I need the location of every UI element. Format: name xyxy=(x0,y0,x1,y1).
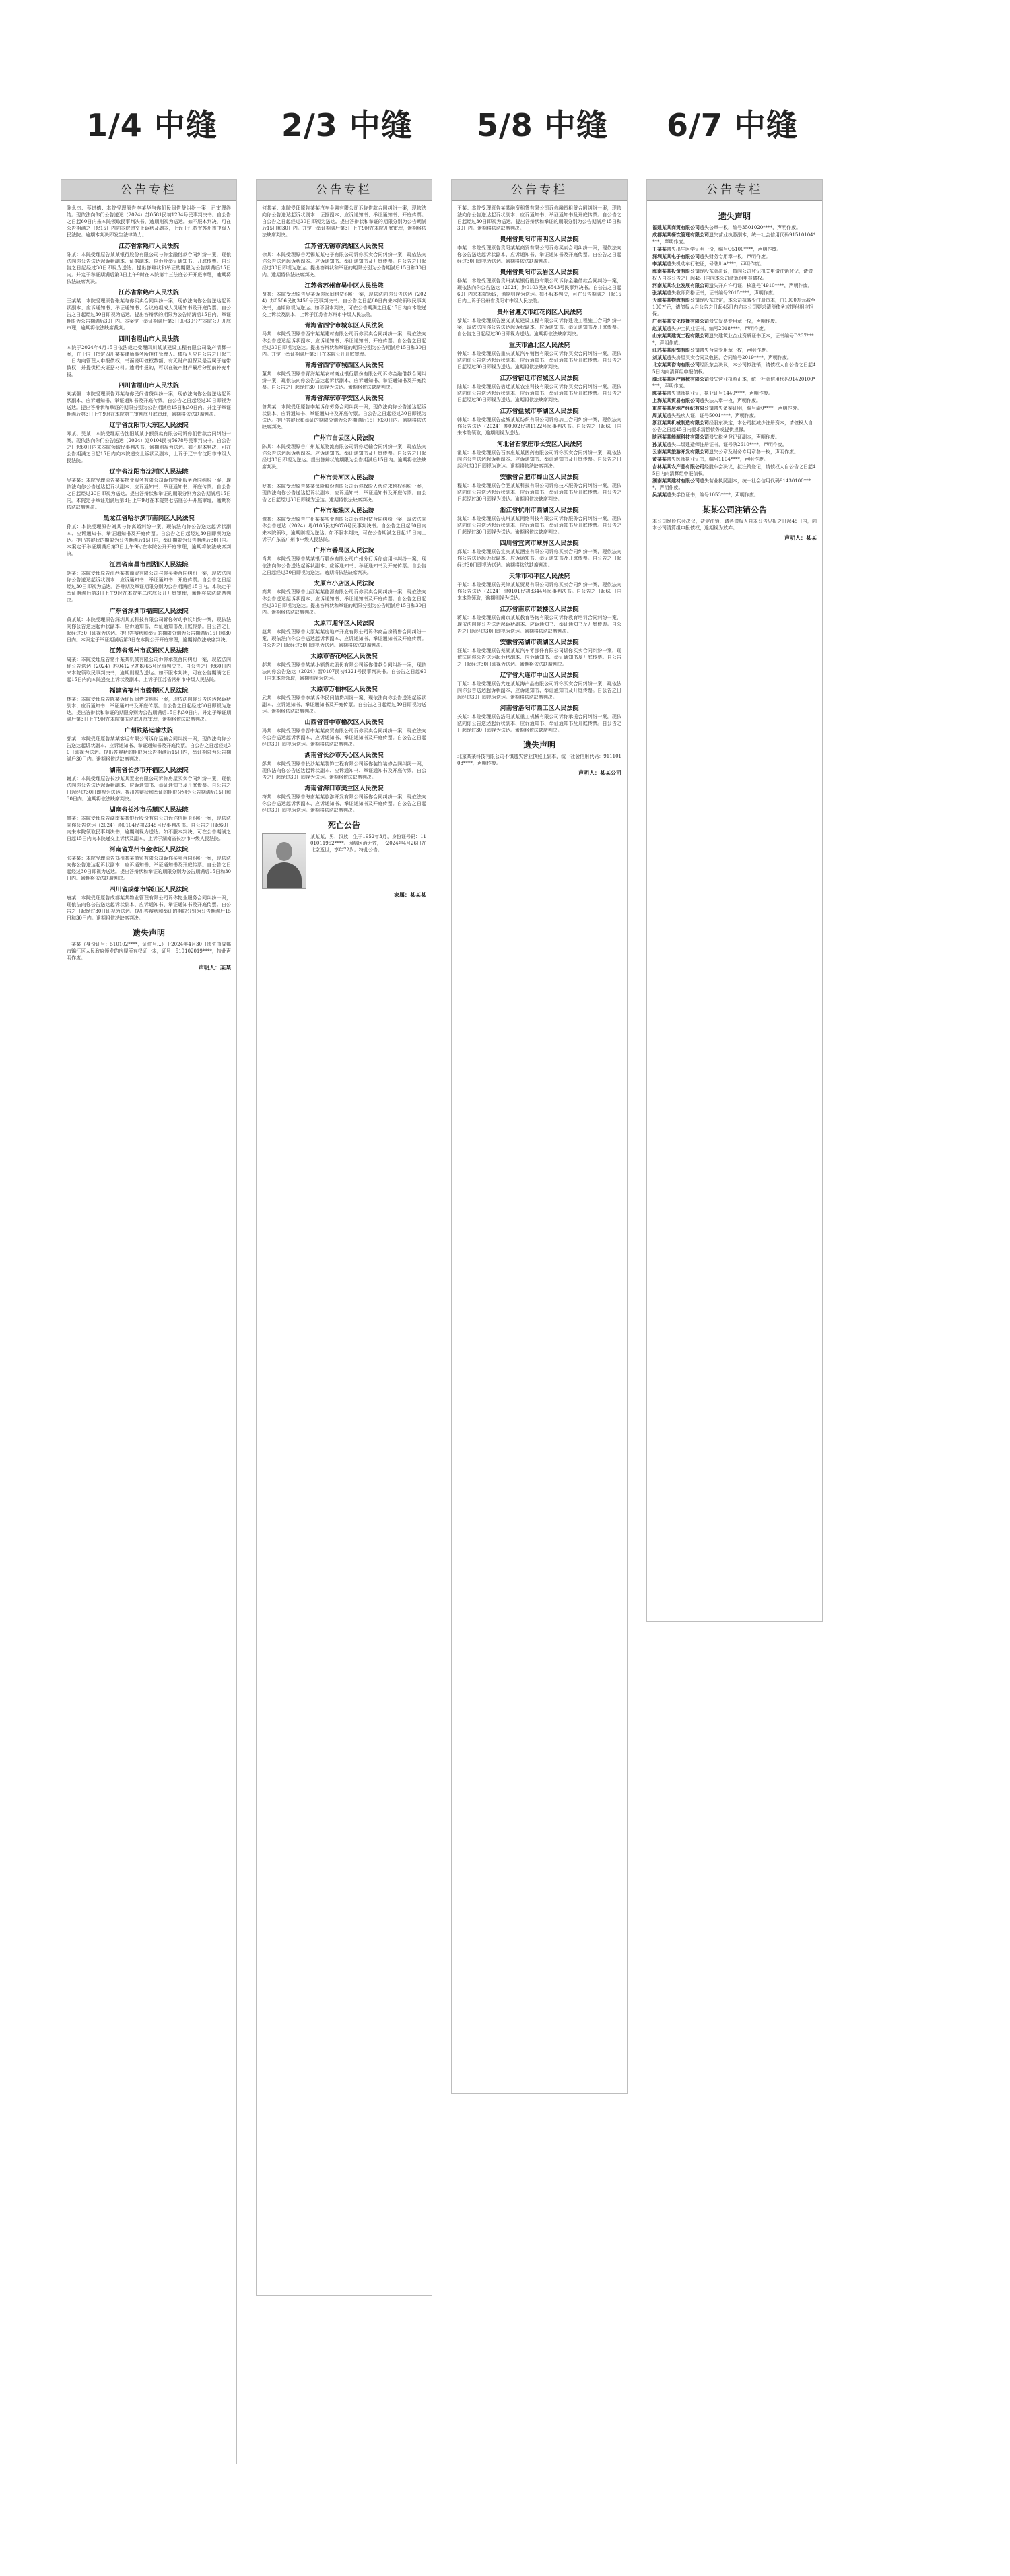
notice-text: 张某某：本院受理原告郑州某某商贸有限公司诉你买卖合同纠纷一案，现依法向你公告送达起诉状副本、应诉通知书、举证通知书及开庭传票。自公告之日起经过30日即视为送达。提出答辩状和举证的期限分别为公告期满后15日和30日内。逾期将依法缺席判决。 xyxy=(67,856,231,881)
lost-notice-text: 遗失机动车行驶证，号牌川A****，声明作废。 xyxy=(667,261,765,267)
notice-text: 罗某：本院受理原告某某保险股份有限公司诉你保险人代位求偿权纠纷一案，现依法向你公告送达起诉状副本、应诉通知书、举证通知书及开庭传票。自公告之日起经过30日即视为送达。逾期将依法缺席判决。 xyxy=(262,484,426,503)
lost-notice-text: 遗失医师执业证书，编号1104****，声明作废。 xyxy=(667,457,768,462)
notice-text: 沈某：本院受理原告杭州某某网络科技有限公司诉你服务合同纠纷一案，现依法向你公告送达起诉状副本、应诉通知书、举证通知书及开庭传票。自公告之日起经过30日即视为送达。逾期将依法缺席判决。 xyxy=(457,516,621,535)
notice-text: 赵某：本院受理原告太原某某房地产开发有限公司诉你商品房销售合同纠纷一案，现依法向你公告送达起诉状副本、应诉通知书、举证通知书及开庭传票。自公告之日起经过30日即视为送达。逾期将依法缺席判决。 xyxy=(262,629,426,648)
court-name: 黑龙江省哈尔滨市南岗区人民法院 xyxy=(103,515,195,522)
notice-item xyxy=(262,653,426,682)
court-name: 太原市迎泽区人民法院 xyxy=(313,620,374,627)
closing-text: 王某某（身份证号：510102****，证件号...）于2024年4月30日遗失由成都市锦江区人民政府颁发的房屋所有权证一本，证号：510102019****，特此声明作废。 xyxy=(67,942,231,961)
notice-item xyxy=(67,289,231,331)
lost-notice-text: 经股东会决议，本公司拟注销，请债权人自公告之日起45日内向清算组申报债权。 xyxy=(652,362,816,375)
notice-text: 谭某：本院受理原告广州某某实业有限公司诉你租赁合同纠纷一案，现依法向你公告送达（2024）粤0105民初9876号民事判决书。自公告之日起60日内来本院领取，逾期则视为送达。如不服本判决，可在公告期满之日起15日内上诉于广东省广州市中级人民法院。 xyxy=(262,517,426,542)
lost-notice-item xyxy=(652,268,817,282)
notice-item xyxy=(457,342,621,371)
notice-text: 杨某：本院受理原告贵州某某银行股份有限公司诉你金融借款合同纠纷一案，现依法向你公告送达（2024）黔0103民初6543号民事判决书。自公告之日起60日内来本院领取，逾期则视为送达。如不服本判决，可在公告期满之日起15日内上诉于贵州省贵阳市中级人民法院。 xyxy=(457,278,621,304)
notice-text: 胡某：本院受理原告江西某某商贸有限公司与你买卖合同纠纷一案，现依法向你公告送达起诉状副本、应诉通知书、举证通知书、开庭传票。自公告之日起经过30日即视为送达。答辩期及举证期限分别为公告期满后15日内。本院定于举证期满后第3日上午9时在本院第二法庭公开开庭审理，逾期将依法缺席判决。 xyxy=(67,571,231,603)
court-name: 江苏省宿迁市宿城区人民法院 xyxy=(500,375,579,382)
lost-notice-name: 湖南某某建材有限公司 xyxy=(652,478,700,484)
court-name: 辽宁省大连市中山区人民法院 xyxy=(500,672,579,679)
lost-notice-name: 黄某某 xyxy=(652,457,667,462)
lost-notice-name: 北京某某咨询有限公司 xyxy=(652,362,700,368)
notice-item xyxy=(262,474,426,503)
lost-notice-item xyxy=(652,224,817,231)
lost-notice-name: 海南某某投资有限公司 xyxy=(652,269,700,274)
signer: 声明人：某某 xyxy=(199,965,231,971)
lost-notice-text: 遗失营业执照副本，统一社会信用代码91430100****，声明作废。 xyxy=(652,478,811,490)
notice-text: 陈永杰、蔡进德：本院受理原告李某华与你们民间借贷纠纷一案，已审理终结。现依法向你们公告送达（2024）苏0581民初1234号民事判决书。自公告之日起60日内来本院领取民事判决书，逾期则视为送达。如不服本判决，可在公告期满之日起15日内向本院递交上诉状及副本，上诉于江苏省苏州市中级人民法院。逾期本判决即发生法律效力。 xyxy=(67,205,231,238)
court-name: 贵州省贵阳市云岩区人民法院 xyxy=(500,269,579,276)
court-name: 江苏省常熟市人民法院 xyxy=(118,290,179,296)
court-name: 湖南省长沙市开福区人民法院 xyxy=(109,767,189,774)
lost-notice-list xyxy=(652,224,817,498)
court-name: 四川省成都市锦江区人民法院 xyxy=(109,887,189,893)
notice-item xyxy=(67,687,231,723)
notice-item xyxy=(67,335,231,378)
notice-item xyxy=(262,395,426,430)
lost-notice-name: 云南某某旅游开发有限公司 xyxy=(652,449,709,455)
lost-notice-text: 遗失发票专用章一枚，声明作废。 xyxy=(709,319,780,324)
notice-item xyxy=(67,727,231,763)
lost-notice-name: 吴某某 xyxy=(652,492,667,498)
court-name: 辽宁省沈阳市沈河区人民法院 xyxy=(109,469,189,476)
notice-text: 曾某某：本院受理原告李某诉你劳务合同纠纷一案，现依法向你公告送达起诉状副本、应诉通知书、举证通知书及开庭传票。自公告之日起经过30日即视为送达。提出答辩状和举证的期限分别为公告期满后15日和30日内。逾期将依法缺席判决。 xyxy=(262,404,426,430)
subsection-title: 遗失声明 xyxy=(718,212,751,221)
signer: 声明人：某某公司 xyxy=(578,770,621,776)
notice-item xyxy=(457,474,621,503)
lost-notice-item xyxy=(652,246,817,253)
notice-text: 武某：本院受理原告李某诉你民间借贷纠纷一案，现依法向你公告送达起诉状副本、应诉通知书、举证通知书及开庭传票。自公告之日起经过30日即视为送达。逾期将依法缺席判决。 xyxy=(262,695,426,714)
lost-notice-text: 经股东会决议，拟注销登记，请债权人自公告之日起45日内向清算组申报债权。 xyxy=(652,464,816,476)
lost-notice-text: 遗失房屋买卖合同及收据，合同编号2019****，声明作废。 xyxy=(667,355,792,360)
court-name: 四川省宜宾市翠屏区人民法院 xyxy=(500,540,579,547)
lost-notice-item xyxy=(652,492,817,498)
column-header: 公告专栏 xyxy=(257,180,432,201)
lost-notice-text: 遗失公章及财务专用章各一枚，声明作废。 xyxy=(709,449,799,455)
notice-item xyxy=(457,375,621,404)
notice-item xyxy=(262,620,426,649)
notice-item xyxy=(457,236,621,265)
column-body xyxy=(257,201,432,903)
notice-item xyxy=(67,767,231,802)
notice-item xyxy=(457,408,621,437)
column-body xyxy=(452,201,627,781)
court-name: 河南省郑州市金水区人民法院 xyxy=(109,847,189,854)
lost-notice-name: 上海某某贸易有限公司 xyxy=(652,398,700,404)
court-name: 海南省海口市美兰区人民法院 xyxy=(304,785,384,792)
lost-notice-name: 浙江某某机械制造有限公司 xyxy=(652,420,709,426)
closing-text: 本公司经股东会决议，决定注销，请各债权人自本公告见报之日起45日内，向本公司清算组申报债权，逾期视为放弃。 xyxy=(652,519,817,531)
notice-item xyxy=(67,846,231,882)
notice-text: 符某：本院受理原告海南某某旅游开发有限公司诉你合同纠纷一案，现依法向你公告送达起诉状副本、应诉通知书、举证通知书及开庭传票。自公告之日起经过30日即视为送达。逾期将依法缺席判决。 xyxy=(262,794,426,813)
notice-item xyxy=(67,608,231,643)
notice-item xyxy=(262,547,426,576)
notice-text: 马某：本院受理原告西宁某某建材有限公司诉你买卖合同纠纷一案，现依法向你公告送达起诉状副本、应诉通知书、举证通知书、开庭传票。自公告之日起经过30日即视为送达。提出答辩状和举证的期限分别为公告期满后15日和30日内。并定于举证期满后第3日在本院公开开庭审理。 xyxy=(262,331,426,357)
lost-notice-item xyxy=(652,347,817,354)
notice-item xyxy=(457,540,621,569)
notice-list xyxy=(457,205,621,734)
court-name: 广州市海珠区人民法院 xyxy=(313,508,374,515)
portrait-photo xyxy=(262,833,306,889)
notice-text: 林某：本院受理原告陈某诉你民间借贷纠纷一案，现依法向你公告送达起诉状副本、应诉通知书、举证通知书及开庭传票。自公告之日起经过30日即视为送达。提出答辩状和举证的期限分别为公告期满后15日和30日内。并定于举证期满后第3日上午9时在本院第五法庭开庭审理，逾期将依法缺席判决。 xyxy=(67,697,231,722)
lost-notice-name: 孙某某 xyxy=(652,442,667,447)
notice-text: 董某：本院受理原告青海某某农村商业银行股份有限公司诉你金融借款合同纠纷一案，现依法向你公告送达起诉状副本、应诉通知书、举证通知书及开庭传票。自公告之日起经过30日即视为送达。逾期将依法缺席判决。 xyxy=(262,371,426,390)
court-name: 江苏省常州市武进区人民法院 xyxy=(109,648,189,655)
notice-text: 本院于2024年4月15日依法裁定受理四川某某建设工程有限公司破产清算一案，并于同日指定四川某某律师事务所担任管理人。债权人应自公告之日起三十日内向管理人申报债权，书面说明债权数额、有无财产担保及是否属于连带债权，并提供相关证据材料。逾期申报的，可以在破产财产最后分配前补充申报。 xyxy=(67,345,231,377)
signer: 家属：某某某 xyxy=(394,892,426,898)
notice-item xyxy=(67,806,231,842)
notice-item xyxy=(67,468,231,511)
notice-item xyxy=(457,672,621,701)
court-name: 安徽省合肥市蜀山区人民法院 xyxy=(500,474,579,481)
court-name: 广州市番禺区人民法院 xyxy=(313,548,374,554)
court-name: 安徽省芜湖市镜湖区人民法院 xyxy=(500,639,579,646)
court-name: 太原市万柏林区人民法院 xyxy=(310,686,378,693)
notice-item xyxy=(262,785,426,814)
lost-notice-text: 遗失法人章一枚，声明作废。 xyxy=(700,398,761,404)
notice-text: 韩某：本院受理原告盐城某某纺织有限公司诉你加工合同纠纷一案，现依法向你公告送达（2024）苏0902民初1122号民事判决书。自公告之日起60日内来本院领取，逾期则视为送达。 xyxy=(457,417,621,436)
court-name: 太原市杏花岭区人民法院 xyxy=(310,653,378,660)
notice-item xyxy=(262,507,426,543)
notice-item xyxy=(67,205,231,238)
lost-notice-name: 陕西某某能源科技有限公司 xyxy=(652,434,709,440)
column-header: 公告专栏 xyxy=(61,180,236,201)
lost-notice-name: 河南某某农业发展有限公司 xyxy=(652,283,709,288)
lost-notice-text: 经股东决定，本公司拟减少注册资本，由1000万元减至100万元，请债权人自公告之日起45日内向本公司要求清偿债务或提供相应担保。 xyxy=(652,298,815,317)
notice-item xyxy=(457,705,621,734)
court-name: 湖南省长沙市天心区人民法院 xyxy=(304,752,384,759)
notice-text: 王某某：本院受理原告张某与你买卖合同纠纷一案，现依法向你公告送达起诉状副本、应诉通知书、举证通知书、合议庭组成人员通知书及开庭传票。自公告之日起经过30日即视为送达。提出答辩状的期限为公告期满后15日内，举证期限为公告期满后30日内。本案定于举证期满后第3日9时30分在本院公开开庭审理，逾期将依法缺席裁判。 xyxy=(67,298,231,331)
lost-notice-name: 湖北某某医疗器械有限公司 xyxy=(652,377,709,382)
notice-text: 程某：本院受理原告合肥某某科技有限公司诉你技术服务合同纠纷一案，现依法向你公告送达起诉状副本、应诉通知书、举证通知书及开庭传票。自公告之日起经过30日即视为送达。逾期将依法缺席判决。 xyxy=(457,483,621,502)
lost-notice-text: 遗失税务登记证副本，声明作废。 xyxy=(709,434,780,440)
column-label-4: 6/7 中缝 xyxy=(667,107,798,143)
lost-notice-text: 经股东决定，本公司拟减少注册资本，请债权人自公告之日起45日内要求清偿债务或提供担保。 xyxy=(652,420,813,432)
court-name: 贵州省遵义市红花岗区人民法院 xyxy=(496,309,582,316)
column-label-2: 2/3 中缝 xyxy=(281,107,413,143)
column-body xyxy=(61,201,236,975)
notice-text: 郝某：本院受理原告某某小额贷款股份有限公司诉你借款合同纠纷一案，现依法向你公告送达（2024）晋0107民初4321号民事判决书。自公告之日起60日内来本院领取，逾期则视为送达。 xyxy=(262,662,426,681)
column-label-3: 5/8 中缝 xyxy=(477,107,608,143)
lost-notice-name: 山东某某建筑工程有限公司 xyxy=(652,333,709,339)
lost-notice-name: 成都某某餐饮管理有限公司 xyxy=(652,232,709,238)
notice-list xyxy=(262,205,426,814)
notice-item xyxy=(457,441,621,470)
court-name: 广州市白云区人民法院 xyxy=(313,435,374,442)
lost-notice-item xyxy=(652,290,817,296)
notice-text: 陈某：本院受理原告某某银行股份有限公司与你金融借款合同纠纷一案，现依法向你公告送达起诉状副本、证据副本、应诉及举证通知书、开庭传票。自公告之日起经过30日即视为送达。提出答辩状和举证的期限为公告期满后15日内。并定于举证期满后第3日上午9时在本院第十三法庭公开开庭审理，逾期将依法缺席判决。 xyxy=(67,252,231,284)
court-name: 江西省南昌市西湖区人民法院 xyxy=(109,562,189,569)
court-name: 青海省海东市平安区人民法院 xyxy=(304,395,384,402)
lost-notice-name: 周某某 xyxy=(652,413,667,418)
lost-notice-item xyxy=(652,434,817,441)
lost-notice-name: 李某某 xyxy=(652,261,667,267)
lost-notice-name: 陈某某 xyxy=(652,391,667,396)
notice-text: 邱某：本院受理原告宜宾某某酒业有限公司诉你买卖合同纠纷一案，现依法向你公告送达起诉状副本、应诉通知书、举证通知书及开庭传票。自公告之日起经过30日即视为送达。逾期将依法缺席判决。 xyxy=(457,549,621,568)
notice-item xyxy=(262,362,426,391)
lost-notice-text: 遗失出生医学证明一份，编号Q5100****，声明作废。 xyxy=(667,247,782,252)
lost-notice-text: 遗失律师执业证，执业证号1440****，声明作废。 xyxy=(667,391,773,396)
lost-notice-item xyxy=(652,318,817,325)
notice-item xyxy=(262,686,426,715)
lost-notice-text: 遗失合同专用章一枚，声明作废。 xyxy=(700,348,770,353)
notice-text: 高某：本院受理原告山西某某能源有限公司诉你买卖合同纠纷一案，现依法向你公告送达起诉状副本、应诉通知书、举证通知书及开庭传票。自公告之日起经过30日即视为送达。提出答辩状和举证的期限分别为公告期满后15日和30日内。逾期将依法缺席判决。 xyxy=(262,589,426,615)
notice-text: 徐某：本院受理原告无锡某某电子有限公司诉你买卖合同纠纷一案，现依法向你公告送达起诉状副本、应诉通知书、举证通知书及开庭传票。自公告之日起经过30日即视为送达。提出答辩状和举证的期限分别为公告期满后15日和30日内。逾期将依法缺席判决。 xyxy=(262,252,426,278)
notice-text: 贾某：本院受理原告吴某诉你民间借贷纠纷一案，现依法向你公告送达（2024）苏0506民初3456号民事判决书。自公告之日起60日内来本院领取民事判决书，逾期则视为送达。如不服本判决，可在公告期满之日起15日内向本院递交上诉状及副本，上诉于江苏省苏州市中级人民法院。 xyxy=(262,292,426,317)
notice-text: 郭某：本院受理原告某某客运有限公司诉你运输合同纠纷一案，现依法向你公告送达起诉状副本、应诉通知书、举证通知书及开庭传票。自公告之日起经过30日即视为送达。提出答辩状的期限为公告期满后15日内，举证期限为公告期满后30日内。逾期将依法缺席判决。 xyxy=(67,736,231,762)
court-name: 青海省西宁市城东区人民法院 xyxy=(304,323,384,329)
notice-item xyxy=(262,243,426,278)
column-3 xyxy=(451,179,628,2094)
column-label-1: 1/4 中缝 xyxy=(86,107,217,143)
lost-notice-item xyxy=(652,463,817,477)
notice-item xyxy=(262,205,426,238)
lost-notice-name: 重庆某某房地产经纪有限公司 xyxy=(652,406,714,411)
notice-item xyxy=(457,573,621,602)
court-name: 福建省福州市鼓楼区人民法院 xyxy=(109,688,189,695)
notice-text: 黎某：本院受理原告遵义某某建设工程有限公司诉你建设工程施工合同纠纷一案，现依法向你公告送达起诉状副本、应诉通知书、举证通知书及开庭传票。自公告之日起经过30日即视为送达。逾期将依法缺席判决。 xyxy=(457,318,621,337)
subsection-title: 死亡公告 xyxy=(327,820,360,830)
notice-item xyxy=(457,606,621,635)
lost-notice-text: 遗失财务专用章一枚，声明作废。 xyxy=(700,254,770,259)
court-name: 江苏省南京市鼓楼区人民法院 xyxy=(500,606,579,613)
court-name: 青海省西宁市城西区人民法院 xyxy=(304,362,384,369)
lost-notice-item xyxy=(652,412,817,419)
notice-item xyxy=(262,322,426,358)
notice-item xyxy=(67,382,231,418)
lost-notice-item xyxy=(652,297,817,317)
lost-notice-text: 遗失开户许可证，核准号J4910****，声明作废。 xyxy=(709,283,813,288)
notice-text: 陈某：本院受理原告广州某某物流有限公司诉你运输合同纠纷一案，现依法向你公告送达起诉状副本、应诉通知书、举证通知书及开庭传票。自公告之日起经过30日即视为送达。提出答辩状的期限为公告期满后15日内。逾期将依法缺席判决。 xyxy=(262,444,426,470)
lost-notice-item xyxy=(652,441,817,448)
notice-text: 彭某：本院受理原告长沙某某装饰工程有限公司诉你装饰装修合同纠纷一案，现依法向你公告送达起诉状副本、应诉通知书、举证通知书及开庭传票。自公告之日起经过30日即视为送达。逾期将依法缺席判决。 xyxy=(262,761,426,780)
lost-notice-name: 王某某 xyxy=(652,247,667,252)
court-name: 广东省深圳市福田区人民法院 xyxy=(109,608,189,615)
lost-notice-name: 赵某某 xyxy=(652,326,667,331)
lost-notice-item xyxy=(652,362,817,375)
lost-notice-text: 遗失营业执照正本，统一社会信用代码91420100****，声明作废。 xyxy=(652,377,816,389)
lost-notice-text: 遗失备案证明，编号渝0****，声明作废。 xyxy=(714,406,802,411)
court-name: 江苏省无锡市滨湖区人民法院 xyxy=(304,243,384,250)
notice-text: 李某：本院受理原告贵阳某某商贸有限公司诉你买卖合同纠纷一案，现依法向你公告送达起诉状副本、应诉通知书、举证通知书及开庭传票。自公告之日起经过30日即视为送达。逾期将依法缺席判决。 xyxy=(457,245,621,264)
obituary xyxy=(262,833,426,889)
notice-text: 肖某：本院受理原告某某银行股份有限公司广州分行诉你信用卡纠纷一案，现依法向你公告送达起诉状副本、应诉通知书、举证通知书及开庭传票。自公告之日起经过30日即视为送达。逾期将依法缺席判决。 xyxy=(262,556,426,575)
notice-text: 于某：本院受理原告天津某某贸易有限公司诉你买卖合同纠纷一案，现依法向你公告送达（2024）津0101民初3344号民事判决书。自公告之日起60日内来本院领取，逾期则视为送达。 xyxy=(457,582,621,601)
notice-item xyxy=(67,422,231,464)
column-4 xyxy=(646,179,823,1622)
notice-item xyxy=(262,282,426,318)
notice-text: 钟某：本院受理原告重庆某某汽车销售有限公司诉你买卖合同纠纷一案，现依法向你公告送达起诉状副本、应诉通知书、举证通知书及开庭传票。自公告之日起经过30日即视为送达。逾期将依法缺席判决。 xyxy=(457,351,621,370)
notice-text: 孙某：本院受理原告刘某与你离婚纠纷一案，现依法向你公告送达起诉状副本、应诉通知书、举证通知书及开庭传票。自公告之日起经过30日即视为送达。提出答辩状的期限为公告期满后15日内，举证期限为公告期满后30日内。本案定于举证期满后第3日上午9时在本院公开开庭审理，逾期将依法缺席判决。 xyxy=(67,524,231,556)
notice-text: 汪某：本院受理原告芜湖某某汽车零部件有限公司诉你买卖合同纠纷一案，现依法向你公告送达起诉状副本、应诉通知书、举证通知书及开庭传票。自公告之日起经过30日即视为送达。逾期将依法缺席判决。 xyxy=(457,648,621,667)
lost-notice-item xyxy=(652,376,817,389)
court-name: 广州市天河区人民法院 xyxy=(313,475,374,482)
court-name: 贵州省贵阳市南明区人民法院 xyxy=(500,236,579,243)
notice-item xyxy=(457,309,621,337)
court-name: 重庆市渝北区人民法院 xyxy=(508,342,570,349)
column-header: 公告专栏 xyxy=(647,180,822,201)
lost-notice-text: 遗失营业执照副本，统一社会信用代码91510104****，声明作废。 xyxy=(652,232,816,245)
lost-notice-text: 遗失二级建造师注册证书，证号陕2610****，声明作废。 xyxy=(667,442,787,447)
lost-notice-text: 经股东会决议，拟向公司登记机关申请注销登记，请债权人自本公告之日起45日内向本公司清算组申报债权。 xyxy=(652,269,813,281)
lost-notice-text: 遗失护士执业证书，编号2018****，声明作废。 xyxy=(667,326,768,331)
court-name: 广州铁路运输法院 xyxy=(124,728,173,734)
notice-text: 周某：本院受理原告常州某某机械有限公司诉你承揽合同纠纷一案，现依法向你公告送达（2024）苏0412民初8765号民事判决书。自公告之日起60日内来本院领取民事判决书，逾期则视为送达。如不服本判决，可在公告期满之日起15日内向本院递交上诉状及副本，上诉于江苏省常州市中级人民法院。 xyxy=(67,657,231,682)
column-1 xyxy=(61,179,237,2464)
notice-item xyxy=(457,205,621,232)
lost-notice-name: 深圳某某电子有限公司 xyxy=(652,254,700,259)
column-header: 公告专栏 xyxy=(452,180,627,201)
lost-notice-item xyxy=(652,325,817,332)
court-name: 山西省晋中市榆次区人民法院 xyxy=(304,719,384,726)
lost-notice-item xyxy=(652,354,817,361)
notice-item xyxy=(457,269,621,304)
lost-notice-name: 江苏某某服饰有限公司 xyxy=(652,348,700,353)
notice-item xyxy=(262,580,426,616)
notice-text: 陆某：本院受理原告宿迁某某农业科技有限公司诉你买卖合同纠纷一案，现依法向你公告送达起诉状副本、应诉通知书、举证通知书及开庭传票。自公告之日起经过30日即视为送达。逾期将依法缺席判决。 xyxy=(457,384,621,403)
notice-text: 邓某、吴某：本院受理原告沈阳某某小额贷款有限公司诉你们借款合同纠纷一案，现依法向你们公告送达（2024）辽0104民初5678号民事判决书。自公告之日起60日内来本院领取民事判决书，逾期则视为送达。如不服本判决，可在公告期满之日起15日内向本院递交上诉状及副本，上诉于辽宁省沈阳市中级人民法院。 xyxy=(67,431,231,463)
notice-item xyxy=(262,752,426,781)
court-name: 天津市和平区人民法院 xyxy=(508,573,570,580)
lost-notice-item xyxy=(652,456,817,463)
notice-item xyxy=(67,515,231,557)
notice-text: 曾某：本院受理原告湖南某某银行股份有限公司诉你信用卡纠纷一案，现依法向你公告送达（2024）湘0104民初2345号民事判决书。自公告之日起60日内来本院领取民事判决书，逾期则视为送达。如不服本判决，可在公告期满之日起15日内向本院递交上诉状及副本，上诉于湖南省长沙市中级人民法院。 xyxy=(67,816,231,841)
court-name: 江苏省盐城市亭湖区人民法院 xyxy=(500,408,579,415)
court-name: 太原市小店区人民法院 xyxy=(313,581,374,587)
notice-text: 丁某：本院受理原告大连某某海产品有限公司诉你买卖合同纠纷一案，现依法向你公告送达起诉状副本、应诉通知书、举证通知书及开庭传票。自公告之日起经过30日即视为送达。逾期将依法缺席判决。 xyxy=(457,681,621,700)
lost-notice-item xyxy=(652,253,817,260)
lost-notice-item xyxy=(652,478,817,491)
lost-notice-text: 遗失公章一枚，编号3501020****，声明作废。 xyxy=(700,225,801,230)
notice-text: 蒋某：本院受理原告南京某某教育咨询有限公司诉你教育培训合同纠纷一案，现依法向你公告送达起诉状副本、应诉通知书、举证通知书及开庭传票。自公告之日起经过30日即视为送达。逾期将依法缺席判决。 xyxy=(457,615,621,634)
lost-notice-item xyxy=(652,420,817,433)
lost-notice-item xyxy=(652,397,817,404)
column-body xyxy=(647,201,822,546)
lost-notice-name: 广州某某文化传播有限公司 xyxy=(652,319,709,324)
lost-notice-text: 遗失建筑业企业资质证书正本，证书编号D237****，声明作废。 xyxy=(652,333,814,346)
column-2 xyxy=(256,179,432,2296)
notice-text: 吴某某：本院受理原告某某物业服务有限公司诉你物业服务合同纠纷一案，现依法向你公告送达起诉状副本、应诉通知书、举证通知书、开庭传票。自公告之日起经过30日即视为送达。提出答辩状和举证的期限分别为公告期满后15日内。本院定于举证期满后第3日上午9时在本院第七法庭公开开庭审理，逾期将依法缺席判决。 xyxy=(67,478,231,510)
court-name: 江苏省苏州市吴中区人民法院 xyxy=(304,283,384,290)
notice-item xyxy=(67,561,231,604)
notice-text: 王某：本院受理原告某某融资租赁有限公司诉你融资租赁合同纠纷一案，现依法向你公告送达起诉状副本、应诉通知书、举证通知书及开庭传票。自公告之日起经过30日即视为送达。提出答辩状和举证的期限分别为公告期满后15日和30日内。逾期将依法缺席判决。 xyxy=(457,205,621,231)
court-name: 河北省石家庄市长安区人民法院 xyxy=(496,441,582,448)
court-name: 四川省眉山市人民法院 xyxy=(118,336,179,343)
notice-text: 谢某：本院受理原告长沙某某置业有限公司诉你房屋买卖合同纠纷一案，现依法向你公告送达起诉状副本、应诉通知书、举证通知书及开庭传票。自公告之日起经过30日即视为送达。提出答辩状和举证的期限分别为公告期满后15日和30日内。逾期将依法缺席判决。 xyxy=(67,776,231,802)
lost-notice-name: 天津某某物流有限公司 xyxy=(652,298,700,303)
notice-item xyxy=(457,639,621,668)
court-name: 湖南省长沙市岳麓区人民法院 xyxy=(109,807,189,814)
signer: 声明人：某某 xyxy=(784,535,817,541)
lost-notice-item xyxy=(652,390,817,397)
notice-text: 霍某：本院受理原告石家庄某某医药有限公司诉你买卖合同纠纷一案，现依法向你公告送达起诉状副本、应诉通知书、举证通知书及开庭传票。自公告之日起经过30日即视为送达。逾期将依法缺席判决。 xyxy=(457,450,621,469)
notice-text: 关某：本院受理原告洛阳某某重工机械有限公司诉你承揽合同纠纷一案，现依法向你公告送达起诉状副本、应诉通知书、举证通知书及开庭传票。自公告之日起经过30日即视为送达。逾期将依法缺席判决。 xyxy=(457,714,621,733)
closing-text: 北京某某科技有限公司不慎遗失营业执照正副本，统一社会信用代码：91110108****，声明作废。 xyxy=(457,754,621,766)
lost-notice-text: 遗失学位证书，编号1053****，声明作废。 xyxy=(667,492,759,498)
lost-notice-name: 吉林某某农产品有限公司 xyxy=(652,464,704,470)
subsection-title: 遗失声明 xyxy=(132,928,165,938)
notice-text: 刘某强：本院受理原告邓某与你民间借贷纠纷一案，现依法向你公告送达起诉状副本、应诉通知书、举证通知书及开庭传票。自公告之日起经过30日即视为送达。提出答辩状和举证的期限分别为公告期满后15日和30日内。并定于举证期满后第3日上午9时在本院第三审判庭开庭审理，逾期将依法缺席判决。 xyxy=(67,391,231,417)
lost-notice-item xyxy=(652,333,817,346)
lost-notice-item xyxy=(652,405,817,412)
notice-item xyxy=(67,243,231,285)
court-name: 河南省洛阳市西工区人民法院 xyxy=(500,705,579,712)
closing-text: 某某某，男，汉族，生于1952年3月，身份证号码：1101011952****。因病医治无效，于2024年4月26日在北京逝世，享年72岁。特此公告。 xyxy=(310,834,426,853)
subsection-title: 遗失声明 xyxy=(523,740,556,750)
court-name: 浙江省杭州市西湖区人民法院 xyxy=(500,507,579,514)
notice-list xyxy=(67,205,231,922)
notice-text: 冯某：本院受理原告晋中某某商贸有限公司诉你买卖合同纠纷一案，现依法向你公告送达起诉状副本、应诉通知书、举证通知书及开庭传票。自公告之日起经过30日即视为送达。逾期将依法缺席判决。 xyxy=(262,728,426,747)
lost-notice-name: 张某某 xyxy=(652,290,667,296)
notice-item xyxy=(67,886,231,922)
lost-notice-text: 遗失教师资格证书，证书编号2015****，声明作废。 xyxy=(667,290,778,296)
notice-item xyxy=(67,647,231,683)
notice-item xyxy=(262,719,426,748)
notice-item xyxy=(457,507,621,536)
lost-notice-name: 刘某某 xyxy=(652,355,667,360)
court-name: 四川省眉山市人民法院 xyxy=(118,383,179,389)
court-name: 辽宁省沈阳市大东区人民法院 xyxy=(109,422,189,429)
lost-notice-item xyxy=(652,261,817,267)
lost-notice-name: 福建某某商贸有限公司 xyxy=(652,225,700,230)
lost-notice-text: 遗失残疾人证，证号5001****，声明作废。 xyxy=(667,413,759,418)
notice-text: 何某某：本院受理原告某某汽车金融有限公司诉你借款合同纠纷一案，现依法向你公告送达起诉状副本、证据副本、应诉通知书、举证通知书、开庭传票。自公告之日起经过30日即视为送达。提出答辩状和举证的期限分别为公告期满后15日和30日内。并定于举证期满后第3日上午9时在本院开庭审理，逾期将依法缺席判决。 xyxy=(262,205,426,238)
notice-text: 黄某某：本院受理原告深圳某某科技有限公司诉你劳动争议纠纷一案，现依法向你公告送达起诉状副本、应诉通知书、举证通知书及开庭传票。自公告之日起经过30日即视为送达。提出答辩状和举证的期限分别为公告期满后15日和30日内。本案定于举证期满后第3日在本院公开开庭审理，逾期将依法缺席判决。 xyxy=(67,617,231,643)
lost-notice-item xyxy=(652,282,817,289)
court-name: 江苏省常熟市人民法院 xyxy=(118,243,179,250)
notice-text: 唐某：本院受理原告成都某某物业管理有限公司诉你物业服务合同纠纷一案，现依法向你公告送达起诉状副本、应诉通知书、举证通知书及开庭传票。自公告之日起经过30日即视为送达。提出答辩状和举证的期限分别为公告期满后15日和30日内。逾期将依法缺席判决。 xyxy=(67,895,231,921)
notice-item xyxy=(262,434,426,470)
lost-notice-item xyxy=(652,232,817,245)
footer-title: 某某公司注销公告 xyxy=(702,505,767,515)
lost-notice-item xyxy=(652,449,817,455)
